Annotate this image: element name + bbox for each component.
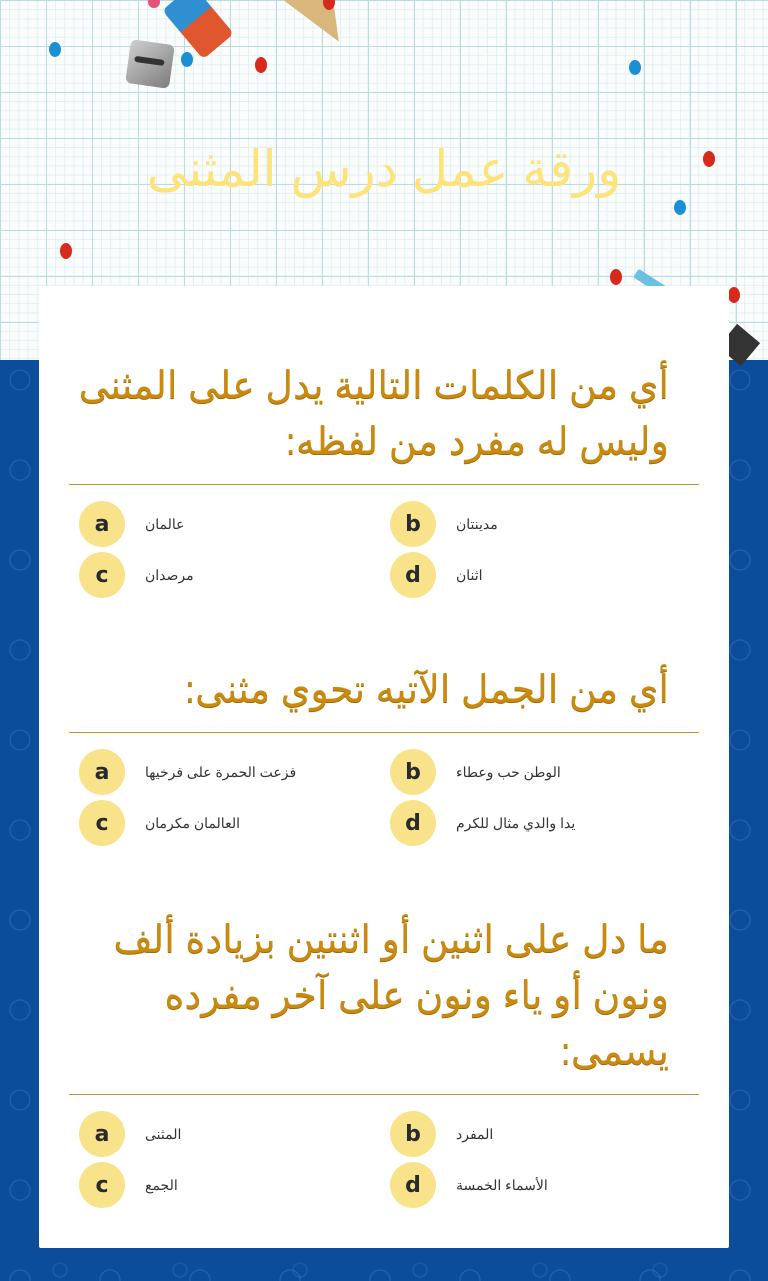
option-letter-badge: b [390, 1111, 436, 1157]
dot-decoration [728, 287, 740, 303]
option-c[interactable] [79, 800, 379, 846]
option-b[interactable] [390, 1111, 690, 1157]
dot-decoration [255, 57, 267, 73]
option-letter-badge: c [79, 1162, 125, 1208]
dot-decoration [629, 60, 641, 75]
dot-decoration [674, 200, 686, 215]
option-label: اثنان [456, 566, 483, 583]
option-label: يدا والدي مثال للكرم [456, 814, 576, 831]
option-letter-badge: b [390, 749, 436, 795]
options-grid [69, 485, 699, 595]
option-c[interactable] [79, 1162, 379, 1208]
option-label: العالمان مكرمان [145, 814, 240, 831]
option-label: المفرد [456, 1125, 494, 1142]
question-3 [69, 912, 699, 1205]
question-text: أي من الكلمات التالية يدل على المثنى وليس له مفرد من لفظه: [78, 365, 669, 463]
option-c[interactable] [79, 552, 379, 598]
option-d[interactable] [390, 552, 690, 598]
option-letter-badge: d [390, 552, 436, 598]
worksheet-card [39, 286, 729, 1248]
option-letter-badge: a [79, 1111, 125, 1157]
options-grid [69, 733, 699, 843]
option-letter-badge: a [79, 749, 125, 795]
option-label: مرصدان [145, 566, 194, 583]
option-b[interactable] [390, 749, 690, 795]
option-label: عالمان [145, 515, 185, 532]
option-letter-badge: c [79, 800, 125, 846]
option-letter-badge: a [79, 501, 125, 547]
dot-decoration [610, 269, 622, 285]
dot-decoration [181, 52, 193, 67]
option-letter-badge: b [390, 501, 436, 547]
option-label: الجمع [145, 1176, 178, 1193]
option-d[interactable] [390, 800, 690, 846]
option-d[interactable] [390, 1162, 690, 1208]
option-label: الوطن حب وعطاء [456, 763, 561, 780]
dot-decoration [49, 42, 61, 57]
option-label: المثنى [145, 1125, 182, 1142]
option-a[interactable] [79, 749, 379, 795]
question-text: ما دل على اثنين أو اثنتين بزيادة ألف ونون أو ياء ونون على آخر مفرده يسمى: [113, 919, 669, 1073]
option-a[interactable] [79, 1111, 379, 1157]
option-letter-badge: d [390, 1162, 436, 1208]
question-2 [69, 662, 699, 843]
options-grid [69, 1095, 699, 1205]
option-label: مدينتان [456, 515, 498, 532]
option-a[interactable] [79, 501, 379, 547]
option-label: فزعت الحمرة على فرخيها [145, 763, 297, 780]
option-letter-badge: d [390, 800, 436, 846]
question-1 [69, 358, 699, 595]
sharpener-icon [125, 39, 175, 89]
option-b[interactable] [390, 501, 690, 547]
dot-decoration [60, 243, 72, 259]
option-letter-badge: c [79, 552, 125, 598]
question-text: أي من الجمل الآتيه تحوي مثنى: [184, 669, 669, 711]
worksheet-title: ورقة عمل درس المثنى [146, 141, 622, 197]
option-label: الأسماء الخمسة [456, 1176, 548, 1193]
